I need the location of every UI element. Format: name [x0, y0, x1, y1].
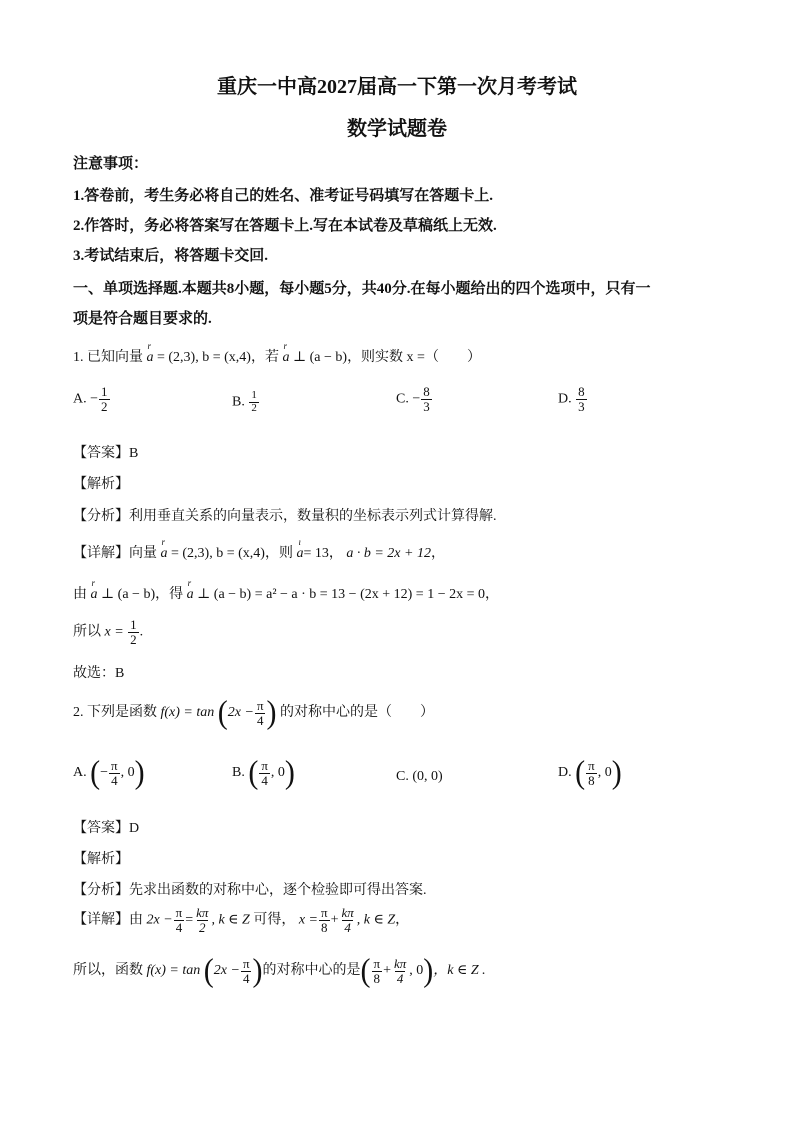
numerator: π: [175, 905, 183, 920]
q1-cond-prefix: ，若: [250, 350, 279, 365]
numerator: kπ: [341, 905, 354, 920]
fraction: [372, 957, 383, 985]
denominator: 2: [199, 919, 206, 935]
q1-suffix: ，则实数 x =（ ）: [347, 350, 481, 365]
detail-k: , k ∈ Z: [211, 912, 250, 928]
left-paren: (: [90, 754, 101, 791]
option-label: D.: [558, 391, 572, 407]
q1-option-d[interactable]: [558, 385, 588, 413]
q2-option-c[interactable]: [396, 769, 443, 785]
q1-prefix: 1. 已知向量: [73, 350, 143, 365]
fraction: [249, 390, 259, 414]
option-sign: −: [100, 765, 109, 781]
note-item-1: 1.答卷前，考生务必将自己的姓名、准考证号码填写在答题卡上.: [73, 188, 494, 204]
numerator: 1: [251, 389, 257, 401]
detail-end: ，: [395, 912, 410, 928]
q2-so-line: [73, 952, 486, 989]
q1-stem: [73, 346, 481, 366]
so-mid: 的对称中心的是: [262, 963, 361, 979]
option-content: (0, 0): [412, 769, 443, 784]
fraction: [421, 385, 432, 413]
numerator: 1: [101, 384, 108, 399]
option-tail: , 0: [597, 765, 612, 781]
fraction: [99, 385, 110, 413]
vector-a: r a: [91, 587, 98, 603]
q1-option-a[interactable]: [73, 385, 111, 413]
line2-prefix: 由: [73, 587, 87, 602]
detail-sq: = 13: [303, 546, 329, 561]
numerator: 1: [130, 617, 137, 632]
q1-fenxi: 【分析】利用垂直关系的向量表示，数量积的坐标表示列式计算得解.: [73, 509, 497, 524]
numerator: π: [111, 757, 118, 773]
q2-prefix: 2. 下列是函数: [73, 705, 157, 721]
numerator: π: [261, 757, 268, 773]
denominator: 4: [396, 970, 404, 986]
right-paren: ): [134, 754, 145, 791]
q2-analysis-tag: 【解析】: [73, 852, 129, 867]
denominator: 4: [344, 919, 351, 935]
option-label: A.: [73, 765, 87, 781]
so-prefix: 所以，函数: [73, 963, 143, 979]
q1-option-b[interactable]: [232, 390, 260, 414]
denominator: 8: [373, 970, 381, 986]
option-label: A.: [73, 391, 87, 407]
numerator: kπ: [394, 955, 407, 971]
vector-a: r a: [187, 587, 194, 603]
left-paren: (: [360, 952, 371, 989]
q2-suffix: 的对称中心的是（ ）: [280, 705, 435, 721]
fraction: [128, 618, 139, 646]
section-heading-line1: 一、单项选择题.本题共8小题，每小题5分，共40分.在每小题给出的四个选项中，只有一: [73, 281, 651, 297]
plus-sign: +: [383, 963, 391, 979]
right-paren: ): [284, 754, 295, 791]
left-paren: (: [203, 952, 214, 989]
so-end: .: [139, 624, 144, 640]
notes-heading: 注意事项：: [73, 156, 149, 172]
right-paren: ): [252, 952, 263, 989]
option-label: C.: [396, 391, 409, 407]
right-paren: ): [611, 754, 622, 791]
detail-eq2: =: [185, 912, 194, 928]
line2-mid: ，得: [155, 587, 184, 602]
so-prefix: 所以: [73, 624, 101, 640]
q1-cond: ⊥ (a − b): [292, 350, 348, 365]
plus-sign: +: [330, 912, 339, 928]
vector-a: r a: [161, 546, 168, 562]
fraction: [392, 957, 408, 985]
so-var: x =: [104, 624, 124, 640]
fraction: [339, 906, 355, 934]
note-item-3: 3.考试结束后，将答题卡交回.: [73, 248, 269, 264]
numerator: π: [588, 757, 595, 773]
fraction: [319, 906, 330, 934]
option-label: C.: [396, 769, 409, 784]
detail-vec: = (2,3), b = (x,4): [171, 546, 265, 561]
denominator: 4: [175, 919, 183, 935]
q2-stem: [73, 694, 435, 731]
denominator: 3: [423, 398, 430, 414]
vector-a-squared: ı a: [296, 546, 303, 562]
line2-calc: ⊥ (a − b) = a² − a · b = 13 − (2x + 12) = 1 − 2x = 0: [197, 587, 485, 602]
line2-end: ，: [484, 587, 499, 602]
detail-mid: ，则: [264, 546, 293, 561]
right-paren: ): [266, 694, 277, 731]
detail-end: ，: [430, 546, 445, 561]
exam-subtitle: 数学试题卷: [347, 118, 447, 140]
q1-detail-line2: [73, 583, 499, 603]
fraction: [194, 906, 210, 934]
q1-vec-def: = (2,3), b = (x,4): [157, 350, 251, 365]
denominator: 2: [251, 401, 257, 414]
note-item-2: 2.作答时，务必将答案写在答题卡上.写在本试卷及草稿纸上无效.: [73, 218, 497, 234]
detail-eq1: 2x −: [146, 912, 173, 928]
denominator: 2: [130, 631, 137, 647]
fraction: [586, 759, 597, 787]
q1-answer: 【答案】B: [73, 446, 139, 461]
option-label: D.: [558, 765, 572, 781]
denominator: 8: [321, 919, 328, 935]
q1-choose: 故选：B: [73, 666, 125, 681]
q2-option-b[interactable]: [232, 754, 295, 791]
fraction: [259, 759, 270, 787]
q2-inner: 2x −: [227, 705, 254, 721]
option-sign: −: [412, 391, 421, 407]
q2-fenxi: 【分析】先求出函数的对称中心，逐个检验即可得出答案.: [73, 883, 427, 898]
numerator: π: [242, 955, 250, 971]
so-tail: , 0: [409, 963, 424, 979]
denominator: 4: [111, 772, 118, 788]
so-func: f(x) = tan: [146, 963, 201, 979]
option-tail: , 0: [270, 765, 285, 781]
detail-prefix: 【详解】由: [73, 912, 143, 928]
detail-dot: a · b = 2x + 12: [346, 546, 431, 561]
option-label: B.: [232, 765, 245, 781]
left-paren: (: [248, 754, 259, 791]
vector-a: r a: [147, 350, 154, 366]
so-inner: 2x −: [213, 963, 240, 979]
denominator: 3: [578, 398, 585, 414]
q2-option-d[interactable]: [558, 754, 622, 791]
numerator: π: [256, 697, 264, 713]
numerator: kπ: [196, 905, 209, 920]
left-paren: (: [217, 694, 228, 731]
denominator: 8: [588, 772, 595, 788]
numerator: 8: [423, 384, 430, 399]
right-paren: ): [423, 952, 434, 989]
q1-detail-line1: 【详解】向量 r a = (2,3), b = (x,4)，则 ı a= 13， a · b = 2x + 12，: [73, 542, 445, 562]
line2-cond: ⊥ (a − b): [101, 587, 156, 602]
vector-a-2: r a: [282, 350, 289, 366]
q2-func: f(x) = tan: [160, 705, 215, 721]
numerator: 8: [578, 384, 585, 399]
fraction: [174, 906, 185, 934]
q1-so-line: [73, 618, 143, 646]
denominator: 4: [242, 970, 250, 986]
q1-option-c[interactable]: [396, 385, 433, 413]
q2-option-a[interactable]: [73, 754, 145, 791]
exam-title: 重庆一中高2027届高一下第一次月考考试: [217, 76, 577, 98]
fraction: [109, 759, 120, 787]
option-tail: , 0: [120, 765, 135, 781]
section-heading-line2: 项是符合题目要求的.: [73, 311, 212, 327]
so-k: ，k ∈ Z .: [433, 963, 486, 979]
detail-prefix: 【详解】向量: [73, 546, 157, 561]
fraction: [576, 385, 587, 413]
numerator: π: [373, 955, 381, 971]
denominator: 4: [261, 772, 268, 788]
fraction: [255, 699, 266, 727]
denominator: 4: [256, 712, 264, 728]
left-paren: (: [575, 754, 586, 791]
detail-mid: 可得，: [253, 912, 296, 928]
detail-x: x =: [298, 912, 318, 928]
numerator: π: [321, 905, 328, 920]
denominator: 2: [101, 398, 108, 414]
fraction: [241, 957, 252, 985]
option-label: B.: [232, 394, 245, 410]
detail-k2: , k ∈ Z: [356, 912, 396, 928]
q1-analysis-tag: 【解析】: [73, 477, 129, 492]
q2-answer: 【答案】D: [73, 821, 140, 836]
option-sign: −: [90, 391, 99, 407]
q2-detail-line: [73, 906, 409, 934]
